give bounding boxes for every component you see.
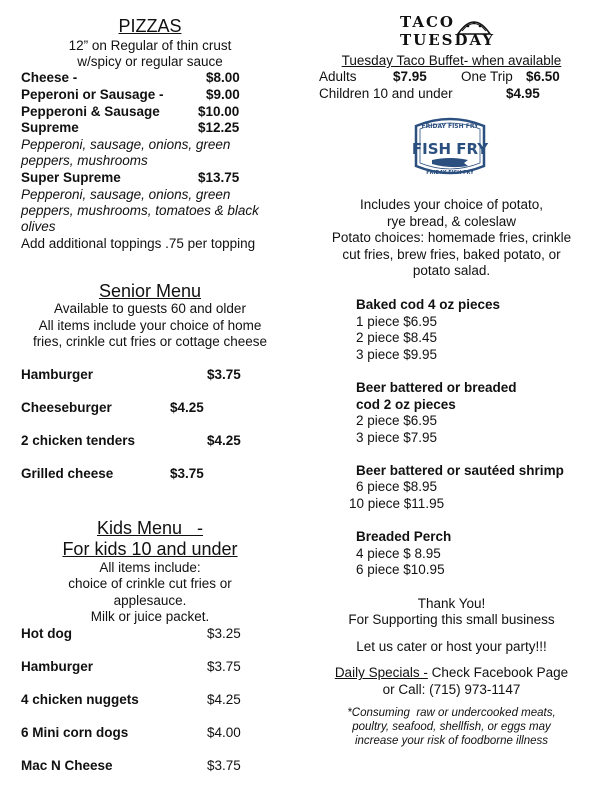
daily-specials xyxy=(300,665,603,682)
taco-tuesday-logo: TACO TUESDAY xyxy=(400,13,496,49)
taco-icon xyxy=(456,14,492,36)
svg-text:FISH FRY: FISH FRY xyxy=(411,140,489,158)
disclaimer: increase your risk of foodborne illness xyxy=(354,735,549,747)
catering-note: Let us cater or host your party!!! xyxy=(356,639,547,654)
fish-section-title: Baked cod 4 oz pieces xyxy=(356,297,501,312)
fish-item: 3 piece $9.95 xyxy=(356,347,438,362)
fish-fry-note: rye bread, & coleslaw xyxy=(386,214,517,229)
kids-menu-subtitle: For kids 10 and under xyxy=(62,539,238,559)
item-description: olives xyxy=(21,219,56,234)
senior-note: All items include your choice of home xyxy=(38,318,262,333)
disclaimer: *Consuming raw or undercooked meats, xyxy=(347,707,556,719)
kids-note: All items include: xyxy=(99,560,201,575)
fish-section-title: Beer battered or breaded xyxy=(356,380,517,395)
fish-section-title: Breaded Perch xyxy=(356,529,452,544)
fish-item: 2 piece $6.95 xyxy=(356,413,438,428)
fish-item: 3 piece $7.95 xyxy=(356,430,438,445)
pizza-subtitle: w/spicy or regular sauce xyxy=(77,54,223,69)
pizza-title: PIZZAS xyxy=(118,16,182,36)
toppings-note: Add additional toppings .75 per topping xyxy=(21,236,256,251)
thank-you: Thank You! xyxy=(417,596,486,611)
kids-note: choice of crinkle cut fries or xyxy=(68,576,232,591)
fish-item: 6 piece $10.95 xyxy=(356,562,445,577)
item-description: Pepperoni, sausage, onions, green xyxy=(21,187,231,202)
fish-fry-logo xyxy=(410,114,490,180)
facebook-note: Check Facebook Page xyxy=(427,665,569,680)
fish-fry-note: cut fries, brew fries, baked potato, or xyxy=(342,247,561,262)
senior-note: Available to guests 60 and older xyxy=(54,301,246,316)
taco-buffet-heading: Tuesday Taco Buffet- when available xyxy=(341,53,562,68)
item-description: peppers, mushrooms, tomatoes & black xyxy=(21,203,259,218)
item-description: peppers, mushrooms xyxy=(21,153,148,168)
kids-note: applesauce. xyxy=(113,593,187,608)
fish-section-title: cod 2 oz pieces xyxy=(356,397,456,412)
fish-item: 10 piece $11.95 xyxy=(349,496,445,511)
fish-fry-note: Potato choices: homemade fries, crinkle xyxy=(331,230,572,245)
item-description: Pepperoni, sausage, onions, green xyxy=(21,137,231,152)
kids-menu-title: Kids Menu - xyxy=(96,518,204,538)
fish-fry-note: Includes your choice of potato, xyxy=(359,197,544,212)
kids-note: Milk or juice packet. xyxy=(90,609,210,624)
fish-item: 6 piece $8.95 xyxy=(356,479,438,494)
fish-section-title: Beer battered or sautéed shrimp xyxy=(356,463,564,478)
daily-specials-label: Daily Specials - xyxy=(334,665,428,680)
fish-item: 2 piece $8.45 xyxy=(356,330,438,345)
thank-you-note: For Supporting this small business xyxy=(348,612,555,627)
fish-item: 1 piece $6.95 xyxy=(356,314,438,329)
phone-number: or Call: (715) 973-1147 xyxy=(382,682,521,697)
senior-menu-title: Senior Menu xyxy=(98,281,202,301)
fish-fry-note: potato salad. xyxy=(412,263,491,278)
disclaimer: poultry, seafood, shellfish, or eggs may xyxy=(352,721,551,733)
pizza-subtitle: 12” on Regular of thin crust xyxy=(68,38,232,53)
fish-item: 4 piece $ 8.95 xyxy=(356,546,441,561)
svg-text:FRIDAY FISH FRY: FRIDAY FISH FRY xyxy=(421,123,479,130)
senior-note: fries, crinkle cut fries or cottage cheese xyxy=(32,334,268,349)
svg-text:FRIDAY FISH FRY: FRIDAY FISH FRY xyxy=(426,170,474,176)
